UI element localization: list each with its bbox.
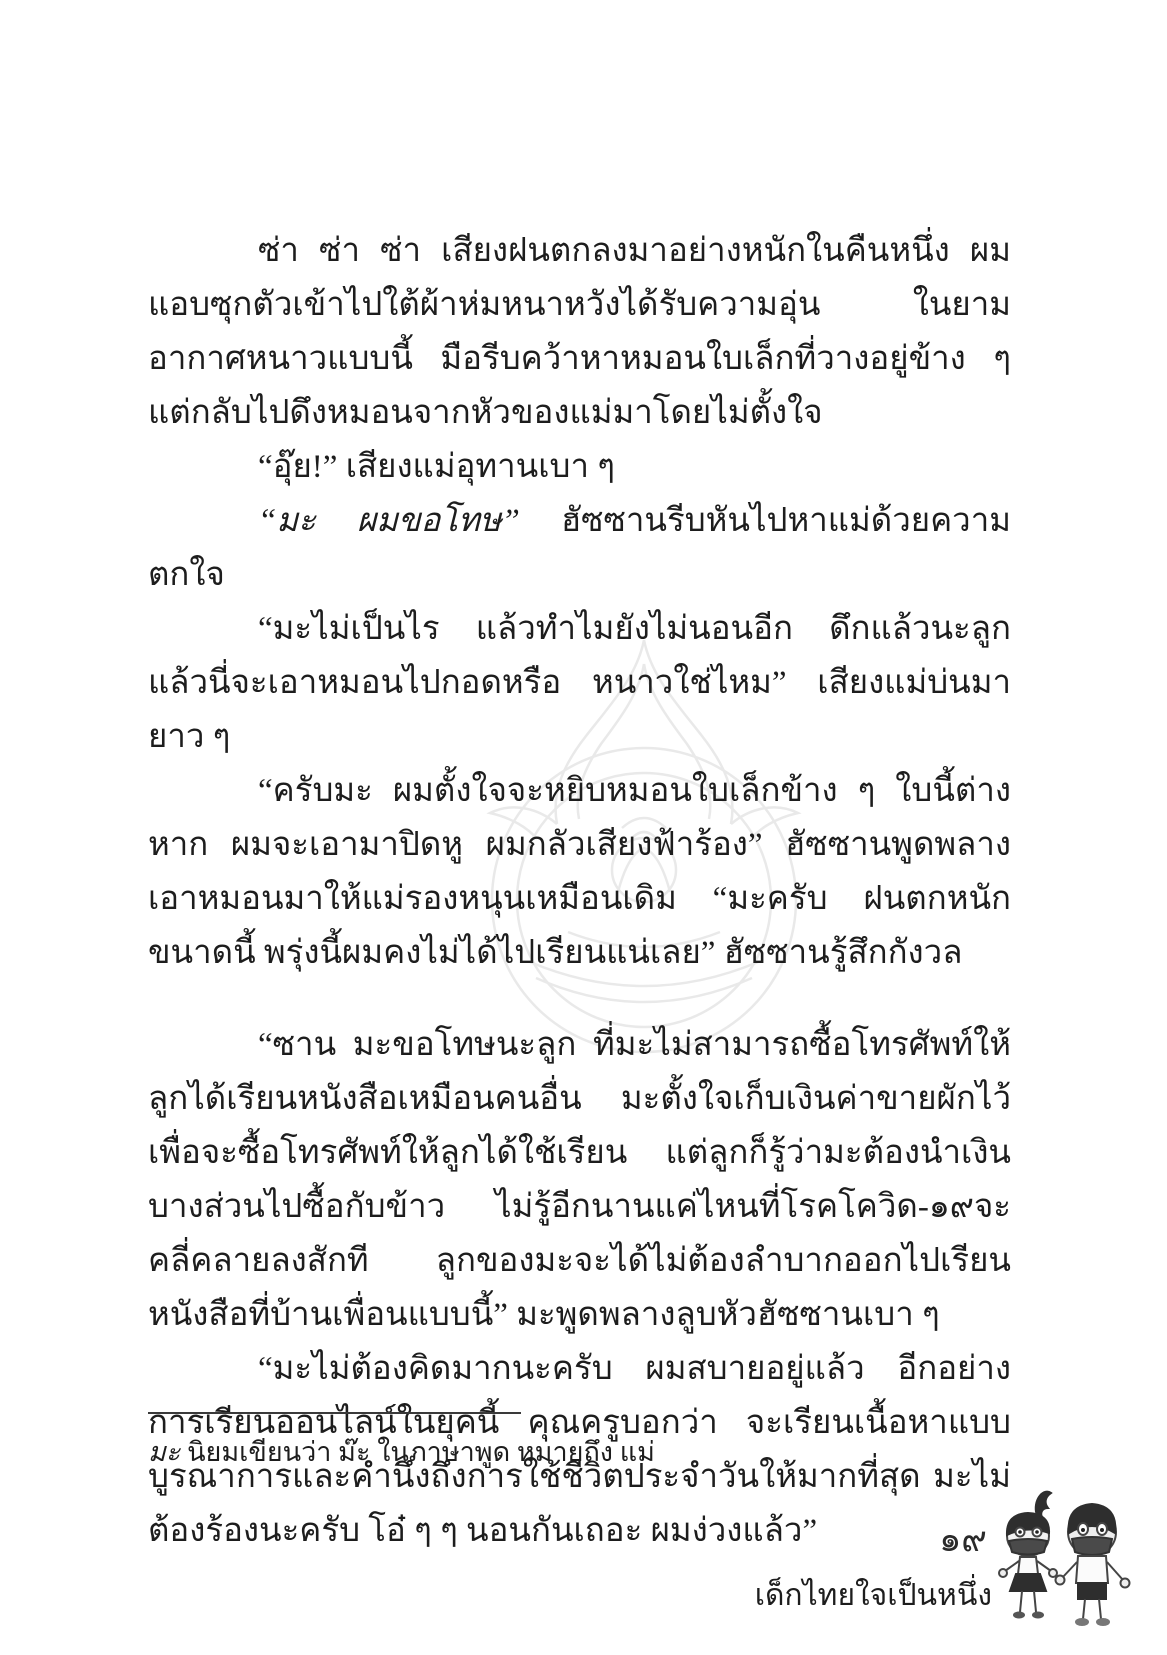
italic-quote: “มะ ผมขอโทษ”: [258, 503, 520, 539]
paragraph-6: “ซาน มะขอโทษนะลูก ที่มะไม่สามารถซื้อโทรศัพท์ให้ลูกได้เรียนหนังสือเหมือนคนอื่น มะตั้งใจเก็บเงินค่าขายผักไว้เพื่อจะซื้อโทรศัพท์ให้ลูกได้ใช้เรียน แต่ลูกก็รู้ว่ามะต้องนำเงินบางส่วนไปซื้อกับข้าว ไม่รู้อีกนานแค่ไหนที่โรคโควิด-๑๙จะคลี่คลายลงสักที ลูกของมะจะได้ไม่ต้องลำบากออกไปเรียนหนังสือที่บ้านเพื่อนแบบนี้” มะพูดพลางลูบหัวฮัซซานเบา ๆ: [148, 1027, 1011, 1333]
footnote-definition: นิยมเขียนว่า ม๊ะ ในภาษาพูด หมายถึง แม่: [180, 1437, 655, 1467]
paragraph-4: “มะไม่เป็นไร แล้วทำไมยังไม่นอนอีก ดึกแล้วนะลูก แล้วนี่จะเอาหมอนไปกอดหรือ หนาวใช่ไหม” เสียงแม่บ่นมายาว ๆ: [148, 611, 1011, 755]
paragraph-3-rest: ฮัซซานรีบหันไปหาแม่ด้วยความตกใจ: [148, 503, 1011, 593]
footnote: [148, 1432, 848, 1472]
footer-slogan: เด็กไทยใจเป็นหนึ่ง: [754, 1579, 992, 1612]
paragraph-1: ซ่า ซ่า ซ่า เสียงฝนตกลงมาอย่างหนักในคืนหนึ่ง ผมแอบซุกตัวเข้าไปใต้ผ้าห่มหนาหวังได้รับความอุ่น ในยามอากาศหนาวแบบนี้ มือรีบคว้าหาหมอนใบเล็กที่วางอยู่ข้าง ๆ แต่กลับไปดึงหมอนจากหัวของแม่มาโดยไม่ตั้งใจ: [148, 233, 1011, 431]
paragraph-3: [148, 494, 1011, 602]
paragraph-2: “อุ๊ย!” เสียงแม่อุทานเบา ๆ: [258, 449, 615, 485]
footnote-term: มะ: [148, 1437, 181, 1467]
story-text-block: [148, 224, 1011, 1558]
footnote-divider: [148, 1412, 521, 1414]
masked-children-mascot-icon: [992, 1486, 1132, 1638]
page-number: ๑๙: [939, 1520, 987, 1559]
paragraph-5: “ครับมะ ผมตั้งใจจะหยิบหมอนใบเล็กข้าง ๆ ใบนี้ต่างหาก ผมจะเอามาปิดหู ผมกลัวเสียงฟ้าร้อง” ฮัซซานพูดพลางเอาหมอนมาให้แม่รองหนุนเหมือนเดิม “มะครับ ฝนตกหนักขนาดนี้ พรุ่งนี้ผมคงไม่ได้ไปเรียนแน่เลย” ฮัซซานรู้สึกกังวล: [148, 773, 1011, 971]
paragraph-7: “มะไม่ต้องคิดมากนะครับ ผมสบายอยู่แล้ว อีกอย่างการเรียนออนไลน์ในยุคนี้ คุณครูบอกว่า จะเรียนเนื้อหาแบบบูรณาการและคำนึงถึงการใช้ชีวิตประจำวันให้มากที่สุด มะไม่ต้องร้องนะครับ โอ๋ ๆ ๆ นอนกันเถอะ ผมง่วงแล้ว”: [148, 1351, 1011, 1549]
